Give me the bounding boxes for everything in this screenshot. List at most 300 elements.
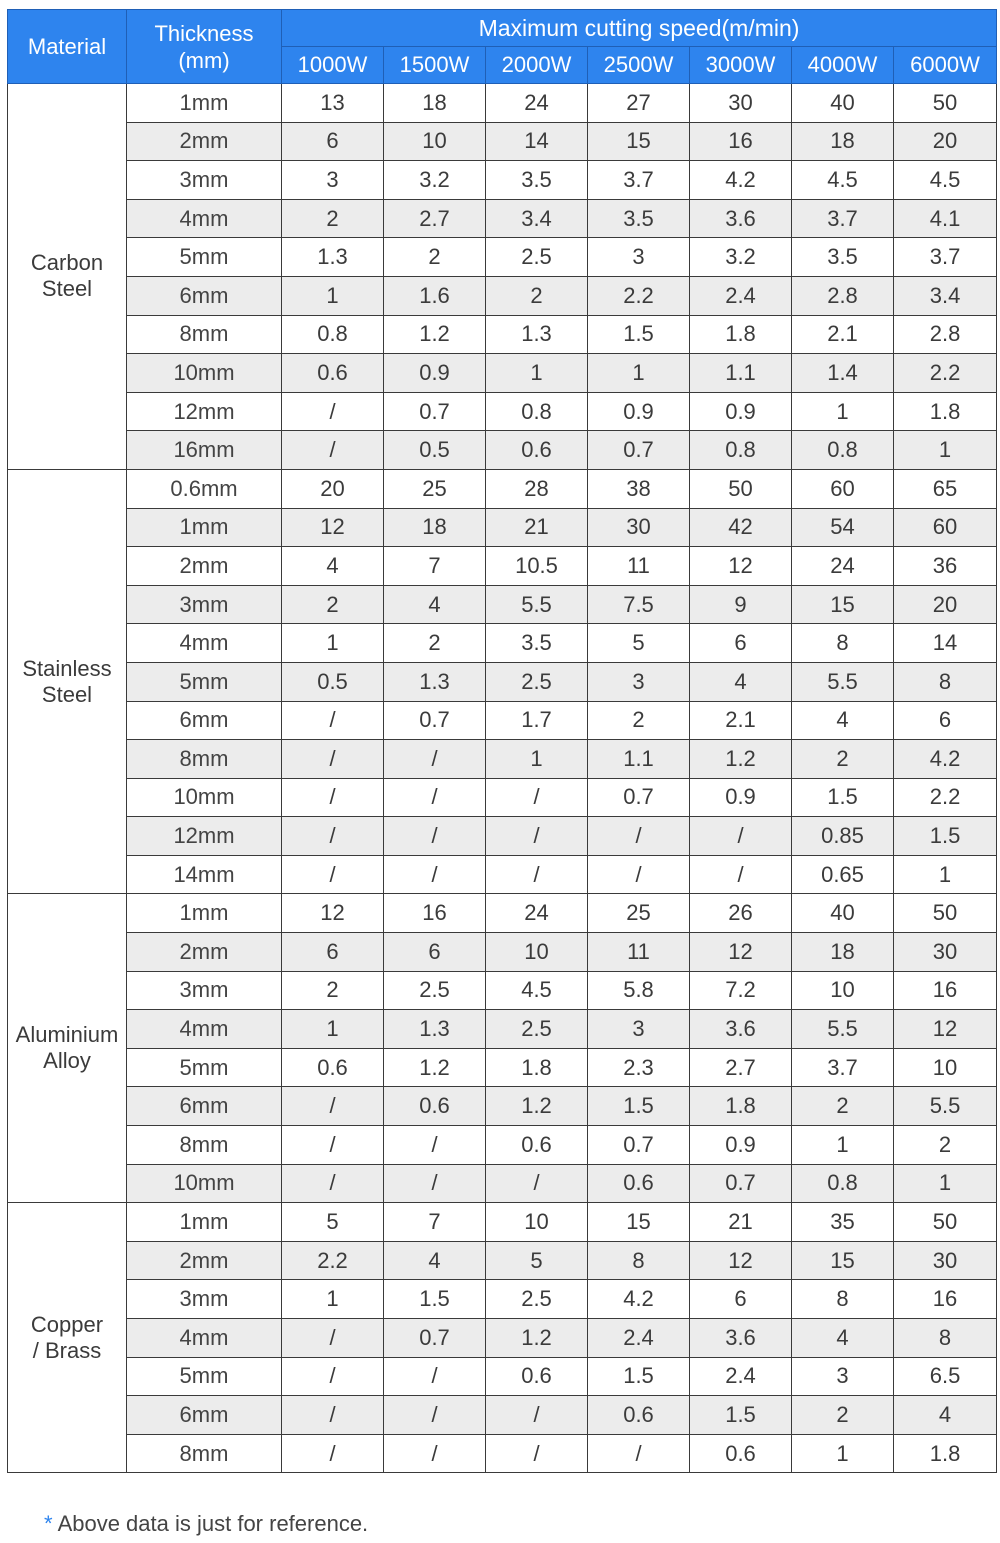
speed-cell: 4: [894, 1396, 997, 1435]
speed-cell: 4: [792, 701, 894, 740]
speed-cell: 3: [588, 662, 690, 701]
speed-cell: 16: [384, 894, 486, 933]
speed-cell: 1: [282, 624, 384, 663]
speed-cell: /: [282, 392, 384, 431]
speed-cell: 1: [792, 1126, 894, 1165]
speed-cell: 42: [690, 508, 792, 547]
speed-cell: 1: [894, 855, 997, 894]
speed-cell: 5.8: [588, 971, 690, 1010]
thickness-cell: 10mm: [127, 354, 282, 393]
thickness-cell: 3mm: [127, 971, 282, 1010]
speed-cell: 2: [588, 701, 690, 740]
speed-cell: 5.5: [894, 1087, 997, 1126]
speed-cell: 4: [690, 662, 792, 701]
thickness-cell: 4mm: [127, 624, 282, 663]
speed-cell: 0.8: [792, 1164, 894, 1203]
power-header: 2500W: [588, 47, 690, 84]
speed-cell: 2.1: [690, 701, 792, 740]
speed-cell: 15: [792, 585, 894, 624]
speed-cell: 26: [690, 894, 792, 933]
speed-cell: /: [282, 1357, 384, 1396]
table-row: [8, 1396, 997, 1435]
speed-cell: 15: [792, 1241, 894, 1280]
table-row: [8, 1126, 997, 1165]
speed-cell: 3: [588, 1010, 690, 1049]
speed-cell: 50: [894, 84, 997, 123]
speed-cell: 6: [690, 624, 792, 663]
speed-cell: 0.7: [588, 778, 690, 817]
speed-cell: /: [282, 1396, 384, 1435]
table-row: [8, 933, 997, 972]
power-header: 4000W: [792, 47, 894, 84]
table-row: [8, 469, 997, 508]
speed-cell: 30: [894, 1241, 997, 1280]
speed-cell: 1.2: [486, 1319, 588, 1358]
table-row: [8, 1241, 997, 1280]
speed-cell: 4.2: [894, 740, 997, 779]
speed-cell: 3.4: [894, 276, 997, 315]
speed-cell: 2.5: [486, 1010, 588, 1049]
thickness-cell: 3mm: [127, 585, 282, 624]
material-cell: [8, 84, 127, 470]
speed-cell: 4: [384, 1241, 486, 1280]
speed-cell: 8: [792, 1280, 894, 1319]
speed-cell: 0.7: [384, 392, 486, 431]
speed-cell: 7.2: [690, 971, 792, 1010]
table-row: [8, 1357, 997, 1396]
speed-cell: 14: [894, 624, 997, 663]
speed-cell: 10: [486, 1203, 588, 1242]
speed-cell: 3.5: [792, 238, 894, 277]
table-row: [8, 971, 997, 1010]
speed-cell: 13: [282, 84, 384, 123]
thickness-cell: 5mm: [127, 1357, 282, 1396]
speed-cell: /: [282, 1164, 384, 1203]
thickness-cell: 3mm: [127, 1280, 282, 1319]
table-row: [8, 1280, 997, 1319]
speed-cell: 1.2: [690, 740, 792, 779]
speed-cell: 9: [690, 585, 792, 624]
speed-cell: 3.7: [894, 238, 997, 277]
thickness-cell: 12mm: [127, 392, 282, 431]
thickness-cell: 6mm: [127, 276, 282, 315]
thickness-header: [127, 10, 282, 84]
speed-cell: 2.2: [894, 354, 997, 393]
material-cell: [8, 1203, 127, 1473]
speed-cell: /: [384, 1126, 486, 1165]
speed-cell: 0.6: [282, 1048, 384, 1087]
speed-cell: /: [384, 1396, 486, 1435]
material-label: Carbon Steel: [30, 250, 104, 302]
speed-cell: 18: [384, 84, 486, 123]
speed-cell: 50: [894, 894, 997, 933]
table-row: [8, 1087, 997, 1126]
speed-cell: 2.1: [792, 315, 894, 354]
thickness-cell: 5mm: [127, 662, 282, 701]
speed-cell: 1.3: [486, 315, 588, 354]
thickness-cell: 0.6mm: [127, 469, 282, 508]
speed-cell: 21: [690, 1203, 792, 1242]
thickness-cell: 1mm: [127, 894, 282, 933]
speed-cell: 10: [894, 1048, 997, 1087]
thickness-cell: 5mm: [127, 238, 282, 277]
speed-cell: 7: [384, 547, 486, 586]
speed-cell: 1.5: [894, 817, 997, 856]
thickness-cell: 2mm: [127, 1241, 282, 1280]
speed-cell: 10: [384, 122, 486, 161]
thickness-header-label: Thickness (mm): [154, 20, 254, 73]
speed-cell: 2: [282, 199, 384, 238]
speed-cell: /: [282, 1126, 384, 1165]
speed-cell: 3.5: [486, 624, 588, 663]
speed-cell: /: [282, 1087, 384, 1126]
speed-cell: 40: [792, 84, 894, 123]
power-header: 1000W: [282, 47, 384, 84]
speed-cell: 3.5: [588, 199, 690, 238]
speed-header: Maximum cutting speed(m/min): [282, 10, 997, 47]
speed-cell: 1.8: [486, 1048, 588, 1087]
speed-cell: 2: [384, 624, 486, 663]
table-row: [8, 238, 997, 277]
speed-cell: 10.5: [486, 547, 588, 586]
speed-cell: 18: [792, 933, 894, 972]
speed-cell: 1.7: [486, 701, 588, 740]
speed-cell: 65: [894, 469, 997, 508]
speed-cell: 8: [792, 624, 894, 663]
speed-cell: 1: [282, 1010, 384, 1049]
speed-cell: 0.9: [384, 354, 486, 393]
speed-cell: 7: [384, 1203, 486, 1242]
speed-cell: 0.7: [588, 1126, 690, 1165]
thickness-cell: 10mm: [127, 1164, 282, 1203]
thickness-cell: 8mm: [127, 1434, 282, 1473]
speed-cell: 5.5: [486, 585, 588, 624]
speed-cell: 1: [282, 276, 384, 315]
speed-cell: /: [384, 1164, 486, 1203]
speed-cell: /: [486, 817, 588, 856]
speed-cell: 1.3: [282, 238, 384, 277]
speed-cell: 21: [486, 508, 588, 547]
speed-cell: 1.6: [384, 276, 486, 315]
speed-cell: /: [384, 817, 486, 856]
speed-cell: 50: [894, 1203, 997, 1242]
speed-cell: 2.5: [384, 971, 486, 1010]
speed-cell: 3: [792, 1357, 894, 1396]
table-row: [8, 315, 997, 354]
speed-cell: 1.8: [690, 315, 792, 354]
speed-cell: 6: [384, 933, 486, 972]
speed-cell: 2: [894, 1126, 997, 1165]
speed-cell: 0.6: [690, 1434, 792, 1473]
table-row: [8, 392, 997, 431]
speed-cell: 24: [792, 547, 894, 586]
speed-cell: 25: [384, 469, 486, 508]
speed-cell: /: [486, 1396, 588, 1435]
table-row: [8, 1319, 997, 1358]
speed-cell: /: [486, 1164, 588, 1203]
speed-cell: 12: [894, 1010, 997, 1049]
thickness-cell: 6mm: [127, 701, 282, 740]
speed-cell: 0.6: [282, 354, 384, 393]
speed-cell: 1: [486, 740, 588, 779]
speed-cell: 1.1: [690, 354, 792, 393]
speed-cell: /: [384, 740, 486, 779]
speed-cell: 2.5: [486, 238, 588, 277]
table-row: [8, 894, 997, 933]
thickness-cell: 14mm: [127, 855, 282, 894]
speed-cell: 1.5: [588, 315, 690, 354]
speed-cell: 30: [690, 84, 792, 123]
thickness-cell: 4mm: [127, 199, 282, 238]
speed-cell: 6: [690, 1280, 792, 1319]
speed-cell: 0.6: [384, 1087, 486, 1126]
power-header: 6000W: [894, 47, 997, 84]
speed-cell: 3.2: [384, 161, 486, 200]
table-row: [8, 122, 997, 161]
speed-cell: /: [690, 817, 792, 856]
speed-cell: /: [588, 817, 690, 856]
table-row: [8, 354, 997, 393]
cutting-speed-table: [7, 9, 997, 1473]
speed-cell: 2.4: [690, 1357, 792, 1396]
power-header: 2000W: [486, 47, 588, 84]
thickness-cell: 2mm: [127, 122, 282, 161]
speed-cell: 1: [792, 392, 894, 431]
table-row: [8, 778, 997, 817]
speed-cell: 35: [792, 1203, 894, 1242]
speed-cell: 27: [588, 84, 690, 123]
speed-cell: 3.4: [486, 199, 588, 238]
table-row: [8, 1010, 997, 1049]
cutting-speed-table-container: [7, 9, 997, 1473]
speed-cell: /: [282, 778, 384, 817]
speed-cell: 18: [384, 508, 486, 547]
thickness-cell: 1mm: [127, 84, 282, 123]
thickness-cell: 4mm: [127, 1319, 282, 1358]
thickness-cell: 8mm: [127, 315, 282, 354]
speed-cell: 3.7: [588, 161, 690, 200]
speed-cell: 1.4: [792, 354, 894, 393]
speed-cell: 10: [792, 971, 894, 1010]
speed-cell: 1: [588, 354, 690, 393]
speed-cell: 60: [792, 469, 894, 508]
speed-cell: 2: [792, 1396, 894, 1435]
table-row: [8, 701, 997, 740]
speed-cell: /: [486, 855, 588, 894]
speed-cell: /: [282, 431, 384, 470]
speed-cell: 1.5: [384, 1280, 486, 1319]
speed-cell: 0.6: [486, 431, 588, 470]
thickness-cell: 6mm: [127, 1087, 282, 1126]
speed-cell: 3: [588, 238, 690, 277]
speed-cell: 0.8: [792, 431, 894, 470]
speed-cell: 6: [894, 701, 997, 740]
speed-cell: 24: [486, 84, 588, 123]
table-row: [8, 547, 997, 586]
speed-cell: 1.3: [384, 662, 486, 701]
speed-cell: 36: [894, 547, 997, 586]
table-row: [8, 431, 997, 470]
speed-cell: 1.2: [384, 1048, 486, 1087]
speed-cell: 3.6: [690, 1319, 792, 1358]
material-header: Material: [8, 10, 127, 84]
speed-cell: 4.5: [792, 161, 894, 200]
speed-cell: 40: [792, 894, 894, 933]
speed-cell: 3.5: [486, 161, 588, 200]
table-row: [8, 1048, 997, 1087]
thickness-cell: 4mm: [127, 1010, 282, 1049]
speed-cell: /: [384, 1357, 486, 1396]
speed-cell: 0.5: [282, 662, 384, 701]
speed-cell: 0.9: [588, 392, 690, 431]
speed-cell: 1.8: [690, 1087, 792, 1126]
thickness-cell: 1mm: [127, 1203, 282, 1242]
speed-cell: /: [282, 701, 384, 740]
speed-cell: 5: [282, 1203, 384, 1242]
power-header: 3000W: [690, 47, 792, 84]
speed-cell: 2.7: [384, 199, 486, 238]
speed-cell: 6.5: [894, 1357, 997, 1396]
speed-cell: 1.8: [894, 392, 997, 431]
speed-cell: 11: [588, 933, 690, 972]
thickness-cell: 5mm: [127, 1048, 282, 1087]
speed-cell: 6: [282, 122, 384, 161]
speed-cell: 30: [894, 933, 997, 972]
speed-cell: 15: [588, 122, 690, 161]
speed-cell: /: [486, 1434, 588, 1473]
speed-cell: 3.6: [690, 1010, 792, 1049]
table-row: [8, 817, 997, 856]
speed-cell: 1: [486, 354, 588, 393]
speed-cell: 8: [894, 1319, 997, 1358]
speed-cell: /: [486, 778, 588, 817]
speed-cell: 2.3: [588, 1048, 690, 1087]
footnote-text: Above data is just for reference.: [57, 1511, 369, 1536]
table-row: [8, 585, 997, 624]
speed-cell: 1.1: [588, 740, 690, 779]
speed-cell: 0.6: [588, 1164, 690, 1203]
speed-cell: 0.7: [384, 1319, 486, 1358]
speed-cell: 0.6: [486, 1357, 588, 1396]
speed-cell: 18: [792, 122, 894, 161]
speed-cell: 4: [792, 1319, 894, 1358]
table-row: [8, 740, 997, 779]
speed-cell: 30: [588, 508, 690, 547]
speed-cell: 11: [588, 547, 690, 586]
table-header: [8, 10, 997, 84]
speed-cell: 1.8: [894, 1434, 997, 1473]
speed-cell: 8: [588, 1241, 690, 1280]
speed-cell: 1: [282, 1280, 384, 1319]
speed-cell: 2.4: [588, 1319, 690, 1358]
speed-cell: /: [282, 740, 384, 779]
speed-cell: 20: [894, 122, 997, 161]
speed-cell: 28: [486, 469, 588, 508]
material-label: Stainless Steel: [22, 655, 112, 707]
speed-cell: 12: [282, 894, 384, 933]
speed-cell: 0.8: [690, 431, 792, 470]
speed-cell: 38: [588, 469, 690, 508]
speed-cell: 0.9: [690, 392, 792, 431]
thickness-cell: 16mm: [127, 431, 282, 470]
speed-cell: 2.7: [690, 1048, 792, 1087]
speed-cell: 0.6: [486, 1126, 588, 1165]
speed-cell: 7.5: [588, 585, 690, 624]
material-label: Aluminium Alloy: [15, 1022, 119, 1074]
speed-cell: 4.2: [588, 1280, 690, 1319]
speed-cell: 8: [894, 662, 997, 701]
footnote-asterisk: *: [44, 1511, 53, 1536]
speed-cell: 1.5: [588, 1087, 690, 1126]
speed-cell: 1.2: [486, 1087, 588, 1126]
table-row: [8, 199, 997, 238]
power-header: 1500W: [384, 47, 486, 84]
table-row: [8, 624, 997, 663]
speed-cell: 2: [384, 238, 486, 277]
speed-cell: 1.3: [384, 1010, 486, 1049]
speed-cell: 4.5: [486, 971, 588, 1010]
speed-cell: 4.5: [894, 161, 997, 200]
speed-cell: 3.7: [792, 199, 894, 238]
speed-cell: 2: [486, 276, 588, 315]
speed-cell: 5.5: [792, 1010, 894, 1049]
speed-cell: /: [384, 855, 486, 894]
table-body: [8, 84, 997, 1473]
table-row: [8, 508, 997, 547]
speed-cell: 2.4: [690, 276, 792, 315]
speed-cell: 0.8: [486, 392, 588, 431]
speed-cell: 0.7: [588, 431, 690, 470]
speed-cell: 2.5: [486, 1280, 588, 1319]
speed-cell: 3.6: [690, 199, 792, 238]
speed-cell: /: [588, 855, 690, 894]
speed-cell: 12: [690, 547, 792, 586]
material-cell: [8, 469, 127, 894]
speed-cell: /: [282, 855, 384, 894]
speed-cell: 12: [690, 933, 792, 972]
speed-cell: 1.2: [384, 315, 486, 354]
table-row: [8, 1203, 997, 1242]
thickness-cell: 12mm: [127, 817, 282, 856]
speed-cell: /: [282, 817, 384, 856]
speed-cell: 54: [792, 508, 894, 547]
speed-cell: 5: [486, 1241, 588, 1280]
thickness-cell: 8mm: [127, 1126, 282, 1165]
table-row: [8, 84, 997, 123]
table-row: [8, 1164, 997, 1203]
speed-cell: 0.65: [792, 855, 894, 894]
speed-cell: /: [384, 778, 486, 817]
speed-cell: 2.2: [894, 778, 997, 817]
speed-cell: 2.2: [588, 276, 690, 315]
speed-cell: 2.5: [486, 662, 588, 701]
speed-cell: 0.8: [282, 315, 384, 354]
speed-cell: 2.8: [792, 276, 894, 315]
speed-cell: 1: [894, 431, 997, 470]
speed-cell: 3.2: [690, 238, 792, 277]
speed-cell: 1.5: [588, 1357, 690, 1396]
speed-cell: 4: [282, 547, 384, 586]
speed-cell: 20: [894, 585, 997, 624]
speed-cell: 0.5: [384, 431, 486, 470]
speed-cell: 20: [282, 469, 384, 508]
speed-cell: 60: [894, 508, 997, 547]
table-row: [8, 662, 997, 701]
speed-cell: 12: [282, 508, 384, 547]
thickness-cell: 2mm: [127, 933, 282, 972]
speed-cell: 5.5: [792, 662, 894, 701]
speed-cell: 12: [690, 1241, 792, 1280]
